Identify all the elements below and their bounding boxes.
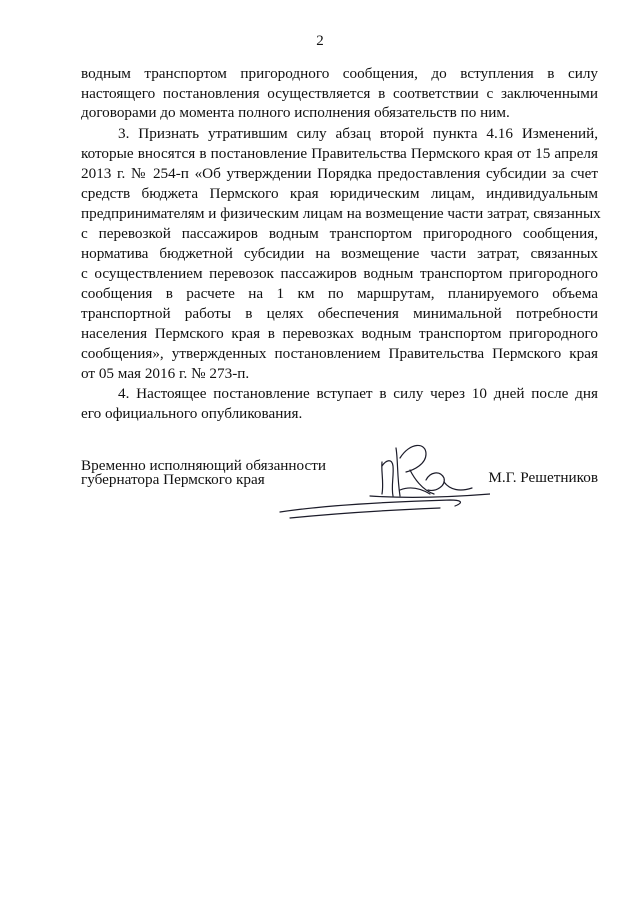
page-number: 2: [316, 33, 324, 49]
clause-3-line-1: 3. Признать утратившим силу абзац второй пункта 4.16 Изменений,: [118, 125, 598, 142]
signatory-position-line-2: губернатора Пермского края: [81, 471, 265, 488]
clause-3-line-5: предпринимателям и физическим лицам на возмещение части затрат, связанных: [81, 205, 601, 222]
clause-4-line-2: его официального опубликования.: [81, 405, 303, 422]
paragraph-1-line-2: настоящего постановления осуществляется в соответствии с заключенными: [81, 85, 598, 102]
clause-3-line-3: 2013 г. № 254-п «Об утверждении Порядка предоставления субсидии за счет: [81, 165, 598, 182]
clause-3-line-10: транспортной работы в целях обеспечения минимальной потребности: [81, 305, 598, 322]
paragraph-1-line-1: водным транспортом пригородного сообщения, до вступления в силу: [81, 65, 598, 82]
paragraph-1-line-3: договорами до момента полного исполнения обязательств по ним.: [81, 104, 510, 121]
clause-3-line-2: которые вносятся в постановление Правительства Пермского края от 15 апреля: [81, 145, 598, 162]
handwritten-signature: [260, 420, 490, 530]
clause-4-line-1: 4. Настоящее постановление вступает в силу через 10 дней после дня: [118, 385, 598, 402]
clause-3-line-8: с осуществлением перевозок пассажиров водным транспортом пригородного: [81, 265, 598, 282]
clause-3-line-11: населения Пермского края в перевозках водным транспортом пригородного: [81, 325, 598, 342]
clause-3-line-12: сообщения», утвержденных постановлением Правительства Пермского края: [81, 345, 598, 362]
signatory-name: М.Г. Решетников: [488, 469, 598, 486]
clause-3-line-13: от 05 мая 2016 г. № 273-п.: [81, 365, 250, 382]
clause-3-line-6: с перевозкой пассажиров водным транспортом пригородного сообщения,: [81, 225, 598, 242]
clause-3-line-9: сообщения в расчете на 1 км по маршрутам, планируемого объема: [81, 285, 598, 302]
signatory-position-line-1: Временно исполняющий обязанности: [81, 457, 327, 474]
clause-3-line-7: норматива бюджетной субсидии на возмещение части затрат, связанных: [81, 245, 598, 262]
clause-3-line-4: средств бюджета Пермского края юридическим лицам, индивидуальным: [81, 185, 598, 202]
